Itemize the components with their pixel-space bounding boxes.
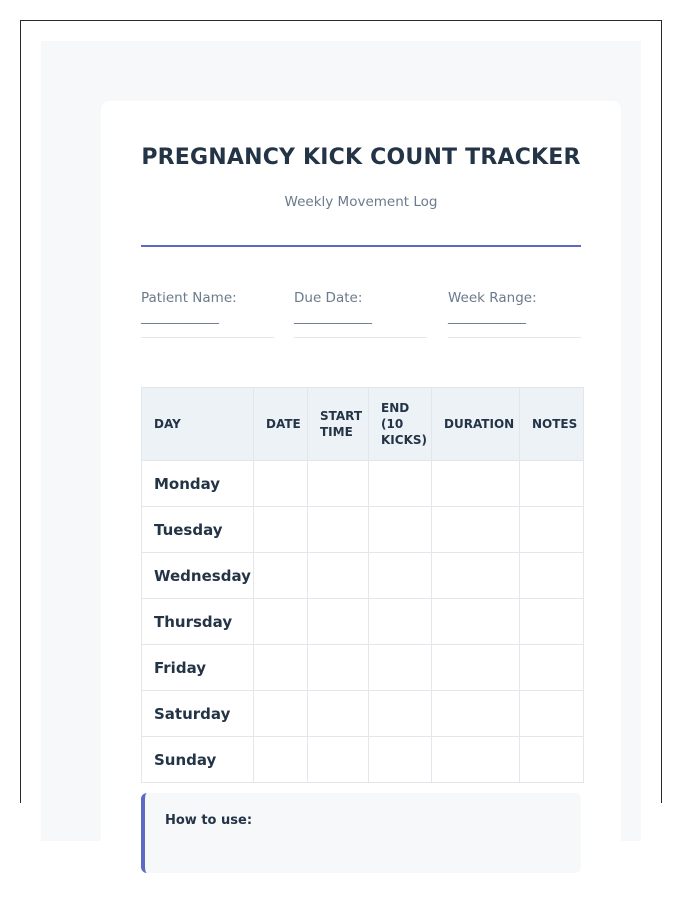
notes-cell[interactable] [520, 691, 584, 737]
duration-cell[interactable] [432, 599, 520, 645]
end-time-cell[interactable] [369, 737, 432, 783]
table-row [142, 507, 584, 553]
due-date-field [294, 289, 427, 338]
start-time-cell[interactable] [308, 553, 369, 599]
end-time-cell[interactable] [369, 461, 432, 507]
table-row [142, 691, 584, 737]
duration-cell[interactable] [432, 553, 520, 599]
table-row [142, 461, 584, 507]
day-cell: Thursday [142, 599, 254, 645]
date-cell[interactable] [254, 507, 308, 553]
patient-name-blank: ______________ [141, 310, 218, 325]
date-cell[interactable] [254, 691, 308, 737]
notes-cell[interactable] [520, 645, 584, 691]
col-header-duration: DURATION [432, 388, 520, 461]
notes-cell[interactable] [520, 737, 584, 783]
start-time-cell[interactable] [308, 645, 369, 691]
start-time-cell[interactable] [308, 691, 369, 737]
date-cell[interactable] [254, 553, 308, 599]
notes-cell[interactable] [520, 461, 584, 507]
duration-cell[interactable] [432, 645, 520, 691]
table-row [142, 553, 584, 599]
col-header-day: DAY [142, 388, 254, 461]
end-time-cell[interactable] [369, 645, 432, 691]
title-divider [141, 245, 581, 247]
patient-name-field [141, 289, 274, 338]
notes-cell[interactable] [520, 599, 584, 645]
table-row [142, 599, 584, 645]
date-cell[interactable] [254, 461, 308, 507]
notes-cell[interactable] [520, 553, 584, 599]
day-cell: Wednesday [142, 553, 254, 599]
duration-cell[interactable] [432, 691, 520, 737]
col-header-date: DATE [254, 388, 308, 461]
start-time-cell[interactable] [308, 507, 369, 553]
patient-name-label: Patient Name: [141, 290, 237, 306]
end-time-cell[interactable] [369, 691, 432, 737]
day-cell: Monday [142, 461, 254, 507]
table-row [142, 645, 584, 691]
day-cell: Sunday [142, 737, 254, 783]
week-range-field [448, 289, 581, 338]
date-cell[interactable] [254, 737, 308, 783]
kick-count-table [141, 387, 584, 783]
date-cell[interactable] [254, 645, 308, 691]
start-time-cell[interactable] [308, 599, 369, 645]
col-header-end: END (10 KICKS) [369, 388, 432, 461]
tracker-card [101, 101, 621, 861]
day-cell: Friday [142, 645, 254, 691]
duration-cell[interactable] [432, 507, 520, 553]
col-header-notes: NOTES [520, 388, 584, 461]
document-frame [20, 20, 662, 828]
due-date-blank: ______________ [294, 310, 371, 325]
page-title: PREGNANCY KICK COUNT TRACKER [141, 145, 581, 170]
how-to-use-title: How to use: [165, 813, 253, 828]
duration-cell[interactable] [432, 461, 520, 507]
due-date-label: Due Date: [294, 290, 363, 306]
duration-cell[interactable] [432, 737, 520, 783]
table-header-row [142, 388, 584, 461]
col-header-start-time: START TIME [308, 388, 369, 461]
end-time-cell[interactable] [369, 553, 432, 599]
page-subtitle: Weekly Movement Log [284, 194, 438, 210]
notes-cell[interactable] [520, 507, 584, 553]
page-background [41, 41, 641, 841]
end-time-cell[interactable] [369, 507, 432, 553]
week-range-blank: ______________ [448, 310, 525, 325]
how-to-use-box [141, 793, 581, 873]
date-cell[interactable] [254, 599, 308, 645]
table-row [142, 737, 584, 783]
start-time-cell[interactable] [308, 737, 369, 783]
week-range-label: Week Range: [448, 290, 537, 306]
day-cell: Tuesday [142, 507, 254, 553]
end-time-cell[interactable] [369, 599, 432, 645]
day-cell: Saturday [142, 691, 254, 737]
start-time-cell[interactable] [308, 461, 369, 507]
